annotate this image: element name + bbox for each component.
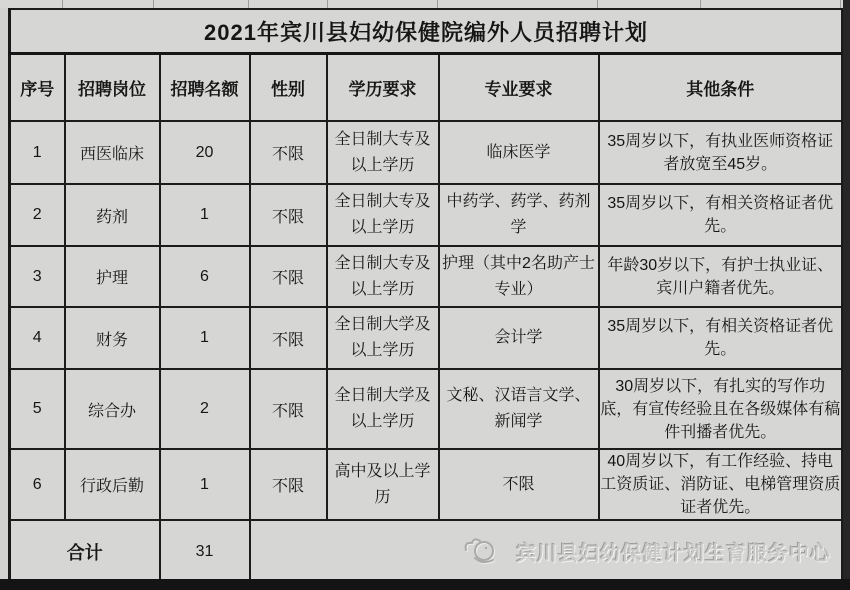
- table-row: [10, 184, 843, 246]
- cell-post: 行政后勤: [65, 449, 160, 520]
- grid-line: [700, 0, 701, 8]
- cell-no: 5: [10, 369, 65, 449]
- total-label: 合计: [10, 520, 160, 584]
- grid-line: [62, 0, 63, 8]
- cell-no: 2: [10, 184, 65, 246]
- grid-line: [153, 0, 154, 8]
- col-header-major: 专业要求: [439, 54, 599, 122]
- table-row: [10, 121, 843, 184]
- top-grid-strip: [0, 0, 850, 8]
- recruitment-plan-table: [8, 8, 844, 586]
- cell-other: 30周岁以下，有扎实的写作功底，有宣传经验且在各级媒体有稿件刊播者优先。: [599, 369, 843, 449]
- cell-other: 35周岁以下，有相关资格证者优先。: [599, 184, 843, 246]
- cell-major: 中药学、药学、药剂学: [439, 184, 599, 246]
- col-header-post: 招聘岗位: [65, 54, 160, 122]
- image-right-edge: [843, 0, 850, 590]
- col-header-education: 学历要求: [327, 54, 439, 122]
- watermark-cell: [250, 520, 843, 584]
- col-header-quota: 招聘名额: [160, 54, 250, 122]
- grid-line: [248, 0, 249, 8]
- cell-post: 综合办: [65, 369, 160, 449]
- cell-major: 文秘、汉语言文学、新闻学: [439, 369, 599, 449]
- watermark: [251, 534, 842, 570]
- grid-line: [437, 0, 438, 8]
- cell-post: 护理: [65, 246, 160, 307]
- cell-gender: 不限: [250, 369, 327, 449]
- cell-no: 1: [10, 121, 65, 184]
- col-header-gender: 性别: [250, 54, 327, 122]
- header-row: [10, 54, 843, 122]
- cell-other: 40周岁以下，有工作经验、持电工资质证、消防证、电梯管理资质证者优先。: [599, 449, 843, 520]
- cell-major: 会计学: [439, 307, 599, 369]
- cell-education: 全日制大专及以上学历: [327, 184, 439, 246]
- cell-major: 不限: [439, 449, 599, 520]
- cell-other: 35周岁以下，有执业医师资格证者放宽至45岁。: [599, 121, 843, 184]
- image-bottom-edge: [0, 579, 850, 590]
- cell-education: 全日制大专及以上学历: [327, 246, 439, 307]
- cell-other: 35周岁以下，有相关资格证者优先。: [599, 307, 843, 369]
- table-row: [10, 369, 843, 449]
- cell-post: 西医临床: [65, 121, 160, 184]
- title-row: [10, 9, 843, 54]
- page-title: 2021年宾川县妇幼保健院编外人员招聘计划: [10, 9, 843, 54]
- grid-line: [597, 0, 598, 8]
- cell-no: 3: [10, 246, 65, 307]
- cell-quota: 1: [160, 307, 250, 369]
- cell-major: 护理（其中2名助产士专业）: [439, 246, 599, 307]
- grid-line: [840, 0, 841, 8]
- cell-no: 4: [10, 307, 65, 369]
- cell-major: 临床医学: [439, 121, 599, 184]
- cell-gender: 不限: [250, 246, 327, 307]
- grid-line: [327, 0, 328, 8]
- cell-post: 药剂: [65, 184, 160, 246]
- col-header-no: 序号: [10, 54, 65, 122]
- cell-post: 财务: [65, 307, 160, 369]
- table-row: [10, 449, 843, 520]
- col-header-other: 其他条件: [599, 54, 843, 122]
- org-seal-bird-icon: [460, 534, 506, 570]
- cell-education: 全日制大学及以上学历: [327, 369, 439, 449]
- cell-gender: 不限: [250, 121, 327, 184]
- cell-quota: 20: [160, 121, 250, 184]
- table-row: [10, 307, 843, 369]
- cell-gender: 不限: [250, 449, 327, 520]
- cell-quota: 6: [160, 246, 250, 307]
- cell-gender: 不限: [250, 307, 327, 369]
- cell-education: 全日制大专及以上学历: [327, 121, 439, 184]
- cell-education: 全日制大学及以上学历: [327, 307, 439, 369]
- cell-quota: 1: [160, 449, 250, 520]
- cell-education: 高中及以上学历: [327, 449, 439, 520]
- cell-gender: 不限: [250, 184, 327, 246]
- total-value: 31: [160, 520, 250, 584]
- cell-other: 年龄30岁以下，有护士执业证、宾川户籍者优先。: [599, 246, 843, 307]
- cell-quota: 1: [160, 184, 250, 246]
- total-row: [10, 520, 843, 584]
- table-row: [10, 246, 843, 307]
- cell-quota: 2: [160, 369, 250, 449]
- watermark-text: 宾川县妇幼保健计划生育服务中心: [516, 543, 832, 566]
- cell-no: 6: [10, 449, 65, 520]
